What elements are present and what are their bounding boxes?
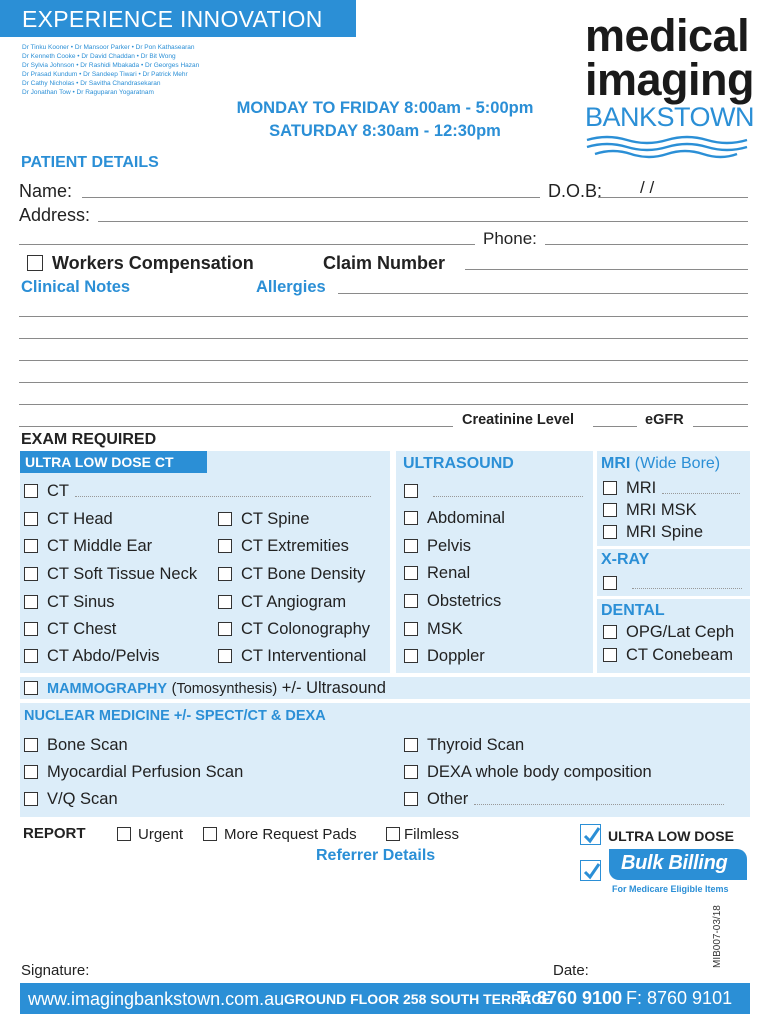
logo-medical: medical (585, 10, 750, 61)
vq-scan-option[interactable] (24, 790, 118, 809)
option-label: MRI MSK (626, 501, 697, 519)
checkbox[interactable] (218, 512, 232, 526)
checkbox[interactable] (404, 484, 418, 498)
ct-head-option[interactable] (24, 510, 113, 529)
pelvis-option[interactable] (404, 537, 471, 556)
checkbox[interactable] (24, 738, 38, 752)
doctors-list (22, 43, 199, 97)
checkbox[interactable] (24, 681, 38, 695)
checkbox[interactable] (218, 595, 232, 609)
checkbox[interactable] (404, 649, 418, 663)
option-label: Urgent (138, 826, 184, 843)
option-label: CT Extremities (241, 537, 349, 555)
footer-fax: F: 8760 9101 (626, 988, 733, 1008)
thyroid-scan-option[interactable] (404, 736, 524, 755)
logo-imaging: imaging (585, 54, 755, 105)
option-label: CT Abdo/Pelvis (47, 647, 160, 665)
egfr-label: eGFR (645, 412, 684, 428)
option-label: CT Sinus (47, 593, 115, 611)
checkbox[interactable] (218, 539, 232, 553)
doctor-line: Dr Kenneth Cooke • Dr David Chaddan • Dr Bit Wong (22, 53, 176, 60)
footer-website[interactable]: www.imagingbankstown.com.au (28, 989, 285, 1009)
option-label: CT Bone Density (241, 565, 366, 583)
ct-soft-tissue-neck-option[interactable] (24, 565, 197, 584)
checkbox[interactable] (404, 765, 418, 779)
ct-chest-option[interactable] (24, 620, 116, 639)
checkbox[interactable] (24, 539, 38, 553)
dental-heading: DENTAL (601, 602, 665, 619)
checkmark-icon (581, 825, 602, 846)
form-code: MIB007-03/18 (712, 905, 723, 968)
dob-separators: / / (640, 178, 655, 197)
bulk-billing-checkbox[interactable] (580, 860, 601, 881)
checkbox[interactable] (24, 792, 38, 806)
mri-spine-option[interactable] (603, 523, 703, 542)
checkbox[interactable] (24, 512, 38, 526)
checkbox[interactable] (404, 594, 418, 608)
doppler-option[interactable] (404, 647, 485, 666)
option-label: Bone Scan (47, 736, 128, 754)
address-field[interactable] (98, 221, 748, 222)
notes-line[interactable] (19, 338, 748, 339)
mammography-sub: (Tomosynthesis) (171, 681, 278, 697)
workers-comp[interactable] (27, 253, 254, 274)
ct-abdo-pelvis-option[interactable] (24, 647, 160, 666)
option-label: CT Angiogram (241, 593, 347, 611)
opg-lat-ceph-option[interactable] (603, 623, 734, 642)
option-label: CT (47, 482, 69, 500)
notes-line[interactable] (19, 382, 748, 383)
address-field-2[interactable] (19, 244, 475, 245)
claim-number-field[interactable] (465, 269, 748, 270)
checkbox[interactable] (218, 567, 232, 581)
checkbox[interactable] (404, 622, 418, 636)
claim-number-label: Claim Number (323, 253, 446, 273)
checkbox[interactable] (404, 511, 418, 525)
notes-line[interactable] (19, 316, 748, 317)
checkbox[interactable] (386, 827, 400, 841)
more-request-pads-option[interactable] (203, 826, 357, 843)
nuclear-other-option[interactable] (404, 790, 724, 809)
ct-other-field[interactable] (75, 485, 371, 497)
wave-icon (585, 134, 750, 162)
creatinine-label: Creatinine Level (462, 412, 575, 428)
doctor-line: Dr Prasad Kundum • Dr Sandeep Tiwari • Dr Patrick Mehr (22, 71, 188, 78)
name-label: Name: (19, 181, 73, 201)
patient-details-heading: PATIENT DETAILS (21, 154, 159, 171)
myocardial-perfusion-option[interactable] (24, 763, 243, 782)
checkbox[interactable] (603, 576, 617, 590)
checkbox[interactable] (24, 484, 38, 498)
ct-bone-density-option[interactable] (218, 565, 365, 584)
checkbox[interactable] (218, 649, 232, 663)
checkbox[interactable] (404, 792, 418, 806)
ultrasound-heading: ULTRASOUND (403, 455, 514, 472)
checkbox[interactable] (404, 738, 418, 752)
option-label: Abdominal (427, 509, 505, 527)
ct-spine-option[interactable] (218, 510, 309, 529)
workers-comp-label: Workers Compensation (52, 253, 254, 273)
ct-heading: ULTRA LOW DOSE CT (25, 454, 174, 470)
mri-heading (601, 455, 720, 473)
report-label: REPORT (23, 825, 86, 842)
checkbox[interactable] (404, 566, 418, 580)
nuclear-heading: NUCLEAR MEDICINE +/- SPECT/CT & DEXA (24, 708, 326, 724)
logo (585, 10, 755, 162)
option-label: CT Conebeam (626, 646, 734, 664)
ct-interventional-option[interactable] (218, 647, 366, 666)
egfr-field[interactable] (693, 426, 748, 427)
checkbox[interactable] (117, 827, 131, 841)
address-label: Address: (19, 205, 91, 225)
notes-line[interactable] (19, 404, 748, 405)
bulk-billing-label: Bulk Billing (621, 852, 728, 874)
renal-option[interactable] (404, 564, 470, 583)
ct-angiogram-option[interactable] (218, 593, 346, 612)
banner-title: EXPERIENCE INNOVATION (22, 6, 323, 32)
option-label: MSK (427, 620, 463, 638)
checkbox[interactable] (203, 827, 217, 841)
nuclear-other-field[interactable] (474, 793, 724, 805)
doctor-line: Dr Tinku Kooner • Dr Mansoor Parker • Dr Pon Kathasearan (22, 44, 195, 51)
dob-label: D.O.B: (548, 181, 603, 201)
ct-conebeam-option[interactable] (603, 646, 733, 665)
ct-colonography-option[interactable] (218, 620, 370, 639)
checkbox[interactable] (603, 648, 617, 662)
mri-subheading: (Wide Bore) (634, 455, 721, 472)
checkbox[interactable] (603, 625, 617, 639)
hours-weekday: MONDAY TO FRIDAY 8:00am - 5:00pm (236, 99, 534, 117)
allergies-field[interactable] (338, 293, 748, 294)
mri-option[interactable] (603, 479, 740, 498)
doctor-line: Dr Jonathan Tow • Dr Raguparan Yogaratnam (22, 89, 154, 96)
doctor-line: Dr Sylvia Johnson • Dr Rashidi Mbakada • Dr Georges Hazan (22, 62, 200, 69)
footer-phone: T: 8760 9100 (517, 988, 623, 1008)
checkbox[interactable] (24, 567, 38, 581)
urgent-option[interactable] (117, 826, 183, 843)
notes-line[interactable] (19, 360, 748, 361)
mammography-label: MAMMOGRAPHY (47, 681, 168, 697)
mri-other-field[interactable] (662, 482, 740, 494)
mammography-tail: +/- Ultrasound (281, 679, 386, 697)
option-label: OPG/Lat Ceph (626, 623, 735, 641)
checkmark-icon (581, 861, 602, 882)
footer-address: GROUND FLOOR 258 SOUTH TERRACE (284, 991, 551, 1007)
checkbox[interactable] (603, 481, 617, 495)
abdominal-option[interactable] (404, 509, 505, 528)
option-label: MRI Spine (626, 523, 704, 541)
option-label: CT Middle Ear (47, 537, 153, 555)
hours-saturday: SATURDAY 8:30am - 12:30pm (269, 122, 501, 140)
mri-heading-text: MRI (601, 455, 631, 472)
mri-msk-option[interactable] (603, 501, 697, 520)
allergies-label: Allergies (256, 278, 326, 296)
checkbox[interactable] (24, 622, 38, 636)
checkbox[interactable] (603, 503, 617, 517)
checkbox[interactable] (404, 539, 418, 553)
dexa-option[interactable] (404, 763, 652, 782)
doctor-line: Dr Cathy Nicholas • Dr Savitha Chandrasekaran (22, 80, 161, 87)
option-label: CT Head (47, 510, 113, 528)
medicare-note: For Medicare Eligible Items (612, 884, 729, 894)
option-label: Pelvis (427, 537, 472, 555)
obstetrics-option[interactable] (404, 592, 501, 611)
phone-label: Phone: (483, 229, 537, 248)
xray-option[interactable] (603, 574, 742, 593)
checkbox[interactable] (24, 765, 38, 779)
mammography-option[interactable] (24, 679, 386, 698)
notes-line[interactable] (19, 426, 453, 427)
checkbox[interactable] (24, 595, 38, 609)
name-field[interactable] (82, 197, 540, 198)
referrer-details-label: Referrer Details (316, 847, 436, 864)
date-label: Date: (553, 962, 589, 979)
signature-label: Signature: (21, 962, 90, 979)
option-label: CT Colonography (241, 620, 371, 638)
ct-extremities-option[interactable] (218, 537, 349, 556)
ultra-low-dose-label: ULTRA LOW DOSE (608, 828, 734, 844)
opening-hours (200, 97, 570, 143)
dob-field[interactable] (598, 197, 748, 198)
option-label: CT Chest (47, 620, 117, 638)
phone-field[interactable] (545, 244, 748, 245)
ct-middle-ear-option[interactable] (24, 537, 152, 556)
option-label: Doppler (427, 647, 485, 665)
option-label: CT Interventional (241, 647, 367, 665)
workers-comp-checkbox[interactable] (27, 255, 43, 271)
ct-sinus-option[interactable] (24, 593, 115, 612)
logo-bankstown: BANKSTOWN (585, 102, 755, 132)
xray-other-field[interactable] (632, 577, 742, 589)
option-label: CT Soft Tissue Neck (47, 565, 198, 583)
option-label: V/Q Scan (47, 790, 118, 808)
option-label: CT Spine (241, 510, 310, 528)
option-label: Thyroid Scan (427, 736, 525, 754)
option-label: DEXA whole body composition (427, 763, 652, 781)
xray-heading: X-RAY (601, 551, 650, 568)
option-label: Obstetrics (427, 592, 502, 610)
option-label: Myocardial Perfusion Scan (47, 763, 244, 781)
ct-option[interactable] (24, 482, 371, 501)
ultrasound-other-field[interactable] (433, 485, 583, 497)
checkbox[interactable] (603, 525, 617, 539)
filmless-option[interactable] (386, 826, 459, 843)
ultrasound-other-option[interactable] (404, 482, 583, 501)
exam-required-heading: EXAM REQUIRED (21, 431, 157, 448)
msk-option[interactable] (404, 620, 463, 639)
checkbox[interactable] (218, 622, 232, 636)
checkbox[interactable] (24, 649, 38, 663)
option-label: Renal (427, 564, 471, 582)
option-label: Other (427, 790, 469, 808)
clinical-notes-label: Clinical Notes (21, 278, 131, 296)
option-label: Filmless (404, 826, 459, 843)
bone-scan-option[interactable] (24, 736, 128, 755)
option-label: MRI (626, 479, 657, 497)
option-label: More Request Pads (224, 826, 357, 843)
creatinine-field[interactable] (593, 426, 637, 427)
ultra-low-dose-checkbox[interactable] (580, 824, 601, 845)
